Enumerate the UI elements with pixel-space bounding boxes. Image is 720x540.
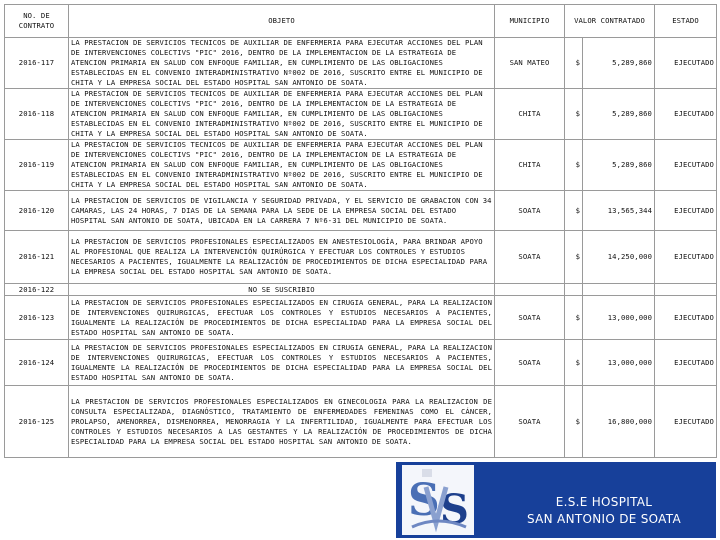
contract-municipality: SOATA	[495, 191, 565, 231]
contract-object: LA PRESTACION DE SERVICIOS TECNICOS DE AUXILIAR DE ENFERMERIA PARA EJECUTAR ACCIONES DEL PLAN DE INTERVENCIONES COLECTIVS "PIC" 2016, DENTRO DE LA IMPLEMENTACION DE LA ESTRATEGIA DE ATENCION PRIMARIA EN SALUD CON ENFOQUE FAMILIAR, EN CUMPLIMIENTO DE LAS OBLIGACIONES ESTABLECIDAS EN EL CONVENIO INTERADMINISTRATIVO Nº002 DE 2016, SUSCRITO ENTRE EL MUNICIPIO DE CHITA Y LA EMPRESA SOCIAL DEL ESTADO HOSPITAL SAN ANTONIO DE SOATA.	[69, 89, 495, 140]
contract-value: 16,800,000	[583, 386, 655, 458]
hospital-logo-banner	[396, 462, 716, 538]
currency-symbol: $	[565, 191, 583, 231]
header-object: OBJETO	[69, 5, 495, 38]
contract-status	[655, 284, 717, 296]
header-contract-value: VALOR CONTRATADO	[565, 5, 655, 38]
currency-symbol	[565, 284, 583, 296]
contract-status: EJECUTADO	[655, 38, 717, 89]
header-contract-no: NO. DE CONTRATO	[5, 5, 69, 38]
contract-value: 13,000,000	[583, 340, 655, 386]
contract-value: 5,289,860	[583, 140, 655, 191]
contract-object: LA PRESTACION DE SERVICIOS PROFESIONALES ESPECIALIZADOS EN GINECOLOGIA PARA LA REALIZACION DE CONSULTA ESPECIALIZADA, DIAGNÓSTICO, TRATAMIENTO DE ENFERMEDADES FEMENINAS COMO EL CÁNCER, PROLAPSO, AMENORREA, DISMENORREA, MENORRAGIA Y LA INFERTILIDAD, IGUALMENTE PARA EFECTUAR LOS CONTROLES Y ESTUDIOS NECESARIOS A LAS GESTANTES Y LA REALIZACIÓN DE PROCEDIMIENTOS DE DICHA ESPECIALIDAD PARA LA EMPRESA SOCIAL DEL ESTADO HOSPITAL SAN ANTONIO DE SOATA.	[69, 386, 495, 458]
contract-number: 2016-120	[5, 191, 69, 231]
svg-text:S: S	[408, 475, 440, 526]
contract-status: EJECUTADO	[655, 191, 717, 231]
contract-value: 5,289,860	[583, 89, 655, 140]
currency-symbol: $	[565, 140, 583, 191]
contract-status: EJECUTADO	[655, 340, 717, 386]
contracts-table	[4, 4, 717, 458]
svg-text:S: S	[440, 486, 469, 533]
contract-number: 2016-117	[5, 38, 69, 89]
contract-number: 2016-123	[5, 296, 69, 340]
contract-municipality: SOATA	[495, 296, 565, 340]
contract-municipality: CHITA	[495, 89, 565, 140]
contract-number: 2016-121	[5, 231, 69, 284]
hospital-logo-text	[496, 494, 712, 528]
contract-object: NO SE SUSCRIBIO	[69, 284, 495, 296]
hospital-name-line2: SAN ANTONIO DE SOATA	[527, 512, 681, 526]
table-row	[5, 386, 717, 458]
contract-status: EJECUTADO	[655, 140, 717, 191]
contract-status: EJECUTADO	[655, 386, 717, 458]
contract-object: LA PRESTACION DE SERVICIOS PROFESIONALES ESPECIALIZADOS EN ANESTESIOLOGÍA, PARA BRINDAR APOYO AL PROFESIONAL QUE REALIZA LA INTERVENCIÓN QUIRÚRGICA Y EFECTUAR LOS CONTROLES Y ESTUDIOS NECESARIOS A PACIENTES, IGUALMENTE LA REALIZACIÓN DE PROCEDIMIENTOS DE DICHA ESPECIALIDAD PARA LA EMPRESA SOCIAL DEL ESTADO HOSPITAL SAN ANTONIO DE SOATA.	[69, 231, 495, 284]
contract-value: 13,000,000	[583, 296, 655, 340]
table-row	[5, 231, 717, 284]
hospital-name-line1: E.S.E HOSPITAL	[555, 495, 653, 509]
table-row	[5, 191, 717, 231]
contract-object: LA PRESTACION DE SERVICIOS TECNICOS DE AUXILIAR DE ENFERMERIA PARA EJECUTAR ACCIONES DEL PLAN DE INTERVENCIONES COLECTIVS "PIC" 2016, DENTRO DE LA IMPLEMENTACION DE LA ESTRATEGIA DE ATENCION PRIMARIA EN SALUD CON ENFOQUE FAMILIAR, EN CUMPLIMIENTO DE LAS OBLIGACIONES ESTABLECIDAS EN EL CONVENIO INTERADMINISTRATIVO Nº002 DE 2016, SUSCRITO ENTRE EL MUNICIPIO DE CHITA Y LA EMPRESA SOCIAL DEL ESTADO HOSPITAL SAN ANTONIO DE SOATA.	[69, 140, 495, 191]
contract-status: EJECUTADO	[655, 231, 717, 284]
table-row	[5, 296, 717, 340]
contract-number: 2016-125	[5, 386, 69, 458]
contract-value: 13,565,344	[583, 191, 655, 231]
contract-value: 14,250,000	[583, 231, 655, 284]
contract-value: 5,289,860	[583, 38, 655, 89]
table-row	[5, 340, 717, 386]
currency-symbol: $	[565, 89, 583, 140]
contract-municipality: CHITA	[495, 140, 565, 191]
header-municipality: MUNICIPIO	[495, 5, 565, 38]
contract-municipality: SAN MATEO	[495, 38, 565, 89]
contract-object: LA PRESTACION DE SERVICIOS PROFESIONALES ESPECIALIZADOS EN CIRUGIA GENERAL, PARA LA REALIZACION DE INTERVENCIONES QUIRURGICAS, EFECTUAR LOS CONTROLES Y ESTUDIOS NECESARIOS A PACIENTES, IGUALMENTE LA REALIZACIÓN DE PROCEDIMIENTOS DE DICHA ESPECIALIDAD PARA LA EMPRESA SOCIAL DEL ESTADO HOSPITAL SAN ANTONIO DE SOATA.	[69, 296, 495, 340]
hospital-logo-icon	[402, 465, 474, 535]
contract-number: 2016-124	[5, 340, 69, 386]
contract-number: 2016-118	[5, 89, 69, 140]
contract-municipality: SOATA	[495, 340, 565, 386]
currency-symbol: $	[565, 231, 583, 284]
contract-municipality: SOATA	[495, 231, 565, 284]
contract-object: LA PRESTACION DE SERVICIOS TECNICOS DE AUXILIAR DE ENFERMERIA PARA EJECUTAR ACCIONES DEL PLAN DE INTERVENCIONES COLECTIVS "PIC" 2016, DENTRO DE LA IMPLEMENTACION DE LA ESTRATEGIA DE ATENCION PRIMARIA EN SALUD CON ENFOQUE FAMILIAR, EN CUMPLIMIENTO DE LAS OBLIGACIONES ESTABLECIDAS EN EL CONVENIO INTERADMINISTRATIVO Nº002 DE 2016, SUSCRITO ENTRE EL MUNICIPIO DE CHITA Y LA EMPRESA SOCIAL DEL ESTADO HOSPITAL SAN ANTONIO DE SOATA.	[69, 38, 495, 89]
header-row	[5, 5, 717, 38]
contract-number: 2016-119	[5, 140, 69, 191]
contract-number: 2016-122	[5, 284, 69, 296]
currency-symbol: $	[565, 386, 583, 458]
table-row	[5, 89, 717, 140]
contract-value	[583, 284, 655, 296]
contract-municipality	[495, 284, 565, 296]
contract-status: EJECUTADO	[655, 296, 717, 340]
contract-object: LA PRESTACION DE SERVICIOS DE VIGILANCIA Y SEGURIDAD PRIVADA, Y EL SERVICIO DE GRABACION CON 34 CAMARAS, LAS 24 HORAS, 7 DIAS DE LA SEMANA PARA LA SEDE DE LA EMPRESA SOCIAL DEL ESTADO HOSPITAL SAN ANTONIO DE SOATA, UBICADA EN LA CARRERA 7 Nº6-31 DEL MUNICIPIO DE SOATA.	[69, 191, 495, 231]
currency-symbol: $	[565, 296, 583, 340]
contract-municipality: SOATA	[495, 386, 565, 458]
table-row	[5, 284, 717, 296]
contract-status: EJECUTADO	[655, 89, 717, 140]
currency-symbol: $	[565, 340, 583, 386]
header-status: ESTADO	[655, 5, 717, 38]
table-row	[5, 38, 717, 89]
table-row	[5, 140, 717, 191]
contract-object: LA PRESTACION DE SERVICIOS PROFESIONALES ESPECIALIZADOS EN CIRUGIA GENERAL, PARA LA REALIZACION DE INTERVENCIONES QUIRURGICAS, EFECTUAR LOS CONTROLES Y ESTUDIOS NECESARIOS A PACIENTES, IGUALMENTE LA REALIZACIÓN DE PROCEDIMIENTOS DE DICHA ESPECIALIDAD PARA LA EMPRESA SOCIAL DEL ESTADO HOSPITAL SAN ANTONIO DE SOATA.	[69, 340, 495, 386]
currency-symbol: $	[565, 38, 583, 89]
